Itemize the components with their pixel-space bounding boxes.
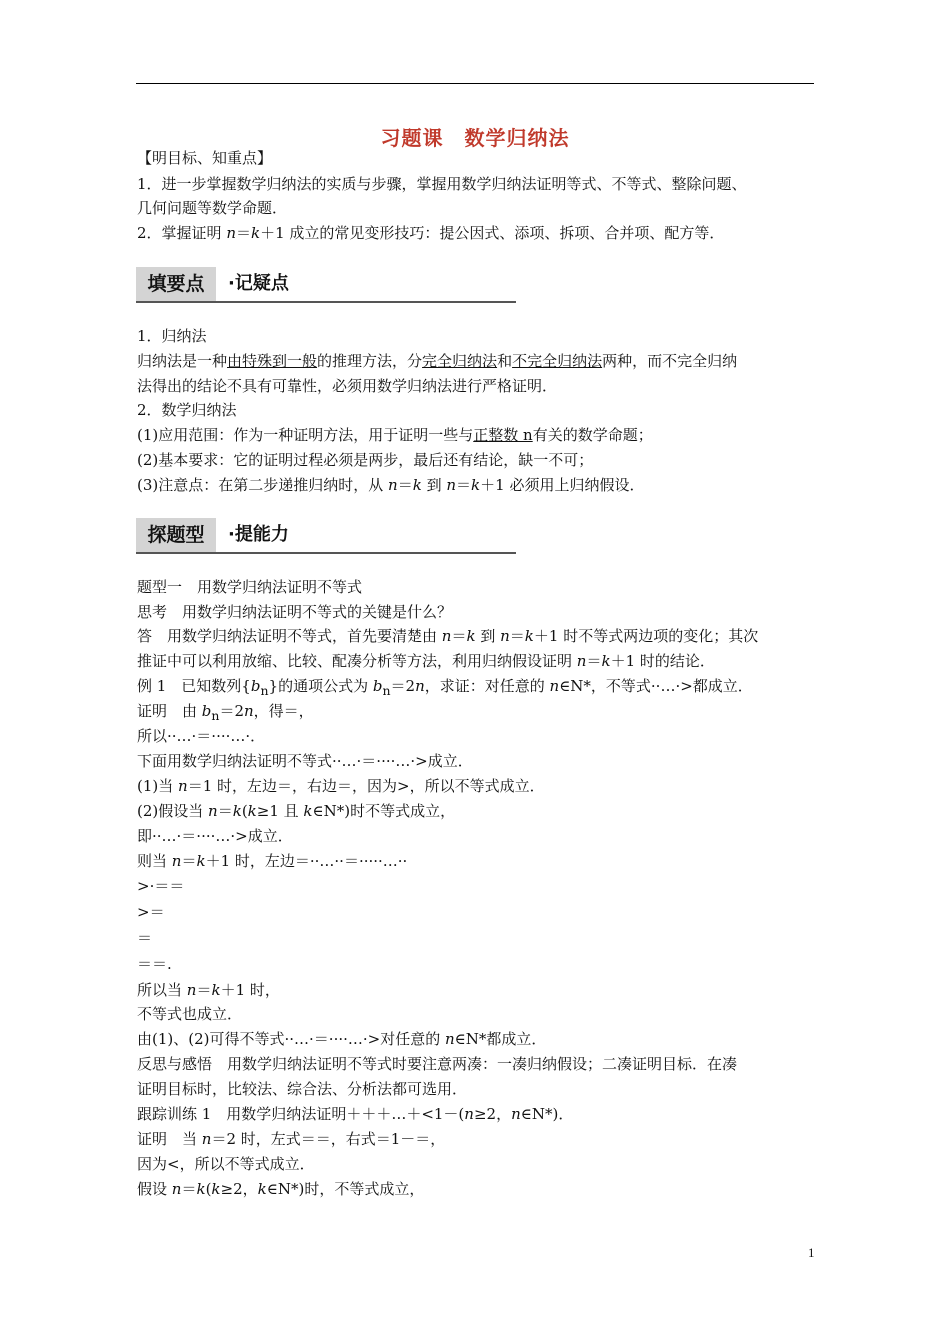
body-line: 因为<，所以不等式成立． — [137, 1155, 315, 1173]
body-line: 所以当 n＝k＋1 时， — [137, 981, 280, 999]
key-item-1: (1)应用范围：作为一种证明方法，用于证明一些与正整数 n有关的数学命题； — [137, 426, 653, 444]
body-line: ＝ — [137, 929, 153, 947]
body-line: 则当 n＝k＋1 时，左边＝··…··＝·····…·· — [137, 852, 408, 870]
body-line: 跟踪训练 1 用数学归纳法证明＋＋＋…＋<1－(n≥2，n∈N*)． — [137, 1105, 574, 1123]
body-line: 证明 当 n＝2 时，左式＝＝，右式＝1－＝， — [137, 1130, 446, 1148]
section-banner-label: 填要点 — [136, 267, 216, 301]
body-line: 推证中可以利用放缩、比较、配凑分析等方法，利用归纳假设证明 n＝k＋1 时的结论． — [137, 652, 715, 670]
key-heading-1: 1．归纳法 — [137, 327, 207, 345]
body-line: 证明目标时，比较法、综合法、分析法都可选用． — [137, 1080, 468, 1098]
key-para-2: 法得出的结论不具有可靠性，必须用数学归纳法进行严格证明． — [137, 377, 558, 395]
body-line: ＝＝. — [137, 955, 172, 973]
body-line: 思考 用数学归纳法证明不等式的关键是什么？ — [137, 603, 453, 621]
page-title: 习题课 数学归纳法 — [380, 126, 570, 150]
body-line: 例 1 已知数列$\{b_n\}$的通项公式为 $b_n=2n$，求证：对任意的 n∈N*，不等式··…·>都成立． — [137, 677, 753, 698]
page-number: 1 — [808, 1245, 815, 1260]
section-banner-label: 探题型 — [136, 518, 216, 552]
body-line: 即··…·＝····…·>成立． — [137, 827, 293, 845]
body-line: >＝ — [137, 903, 165, 921]
key-item-2: (2)基本要求：它的证明过程必须是两步，最后还有结论，缺一不可； — [137, 451, 594, 469]
key-item-3: (3)注意点：在第二步递推归纳时，从 n＝k 到 n＝k＋1 必须用上归纳假设． — [137, 476, 645, 494]
body-line: 假设 n＝k(k≥2，k∈N*)时，不等式成立， — [137, 1180, 425, 1198]
section-banner-subtitle: ·提能力 — [228, 524, 289, 545]
top-rule — [136, 83, 814, 84]
goal-line-1: 1．进一步掌握数学归纳法的实质与步骤，掌握用数学归纳法证明等式、不等式、整除问题、 — [137, 175, 747, 193]
body-line: 证明 由 $b_n=2n$，得＝， — [137, 702, 314, 723]
goals-header: 【明目标、知重点】 — [137, 149, 273, 167]
section-banner-key-points — [136, 267, 516, 303]
body-line: 题型一 用数学归纳法证明不等式 — [137, 578, 363, 596]
body-line: 不等式也成立． — [137, 1005, 243, 1023]
key-para-1: 归纳法是一种由特殊到一般的推理方法，分完全归纳法和不完全归纳法两种，而不完全归纳 — [137, 352, 738, 370]
body-line: 由(1)、(2)可得不等式··…·＝····…·>对任意的 n∈N*都成立． — [137, 1030, 547, 1048]
body-line: 所以··…·＝····…·． — [137, 727, 266, 745]
goal-line-2: 几何问题等数学命题． — [137, 199, 288, 217]
body-line: 答 用数学归纳法证明不等式，首先要清楚由 n＝k 到 n＝k＋1 时不等式两边项的变化；其次 — [137, 627, 759, 645]
key-heading-2: 2．数学归纳法 — [137, 401, 237, 419]
body-line: 下面用数学归纳法证明不等式··…·＝····…·>成立． — [137, 752, 473, 770]
body-line: >·＝＝ — [137, 877, 185, 895]
section-banner-question-types — [136, 518, 516, 554]
body-line: (2)假设当 n＝k(k≥1 且 k∈N*)时不等式成立， — [137, 802, 456, 820]
body-line: (1)当 n＝1 时，左边＝，右边＝，因为>，所以不等式成立． — [137, 777, 545, 795]
body-line: 反思与感悟 用数学归纳法证明不等式时要注意两凑：一凑归纳假设；二凑证明目标．在凑 — [137, 1055, 738, 1073]
section-banner-subtitle: ·记疑点 — [228, 273, 289, 294]
goal-line-3: 2．掌握证明 n＝k＋1 成立的常见变形技巧：提公因式、添项、拆项、合并项、配方等． — [137, 224, 725, 242]
